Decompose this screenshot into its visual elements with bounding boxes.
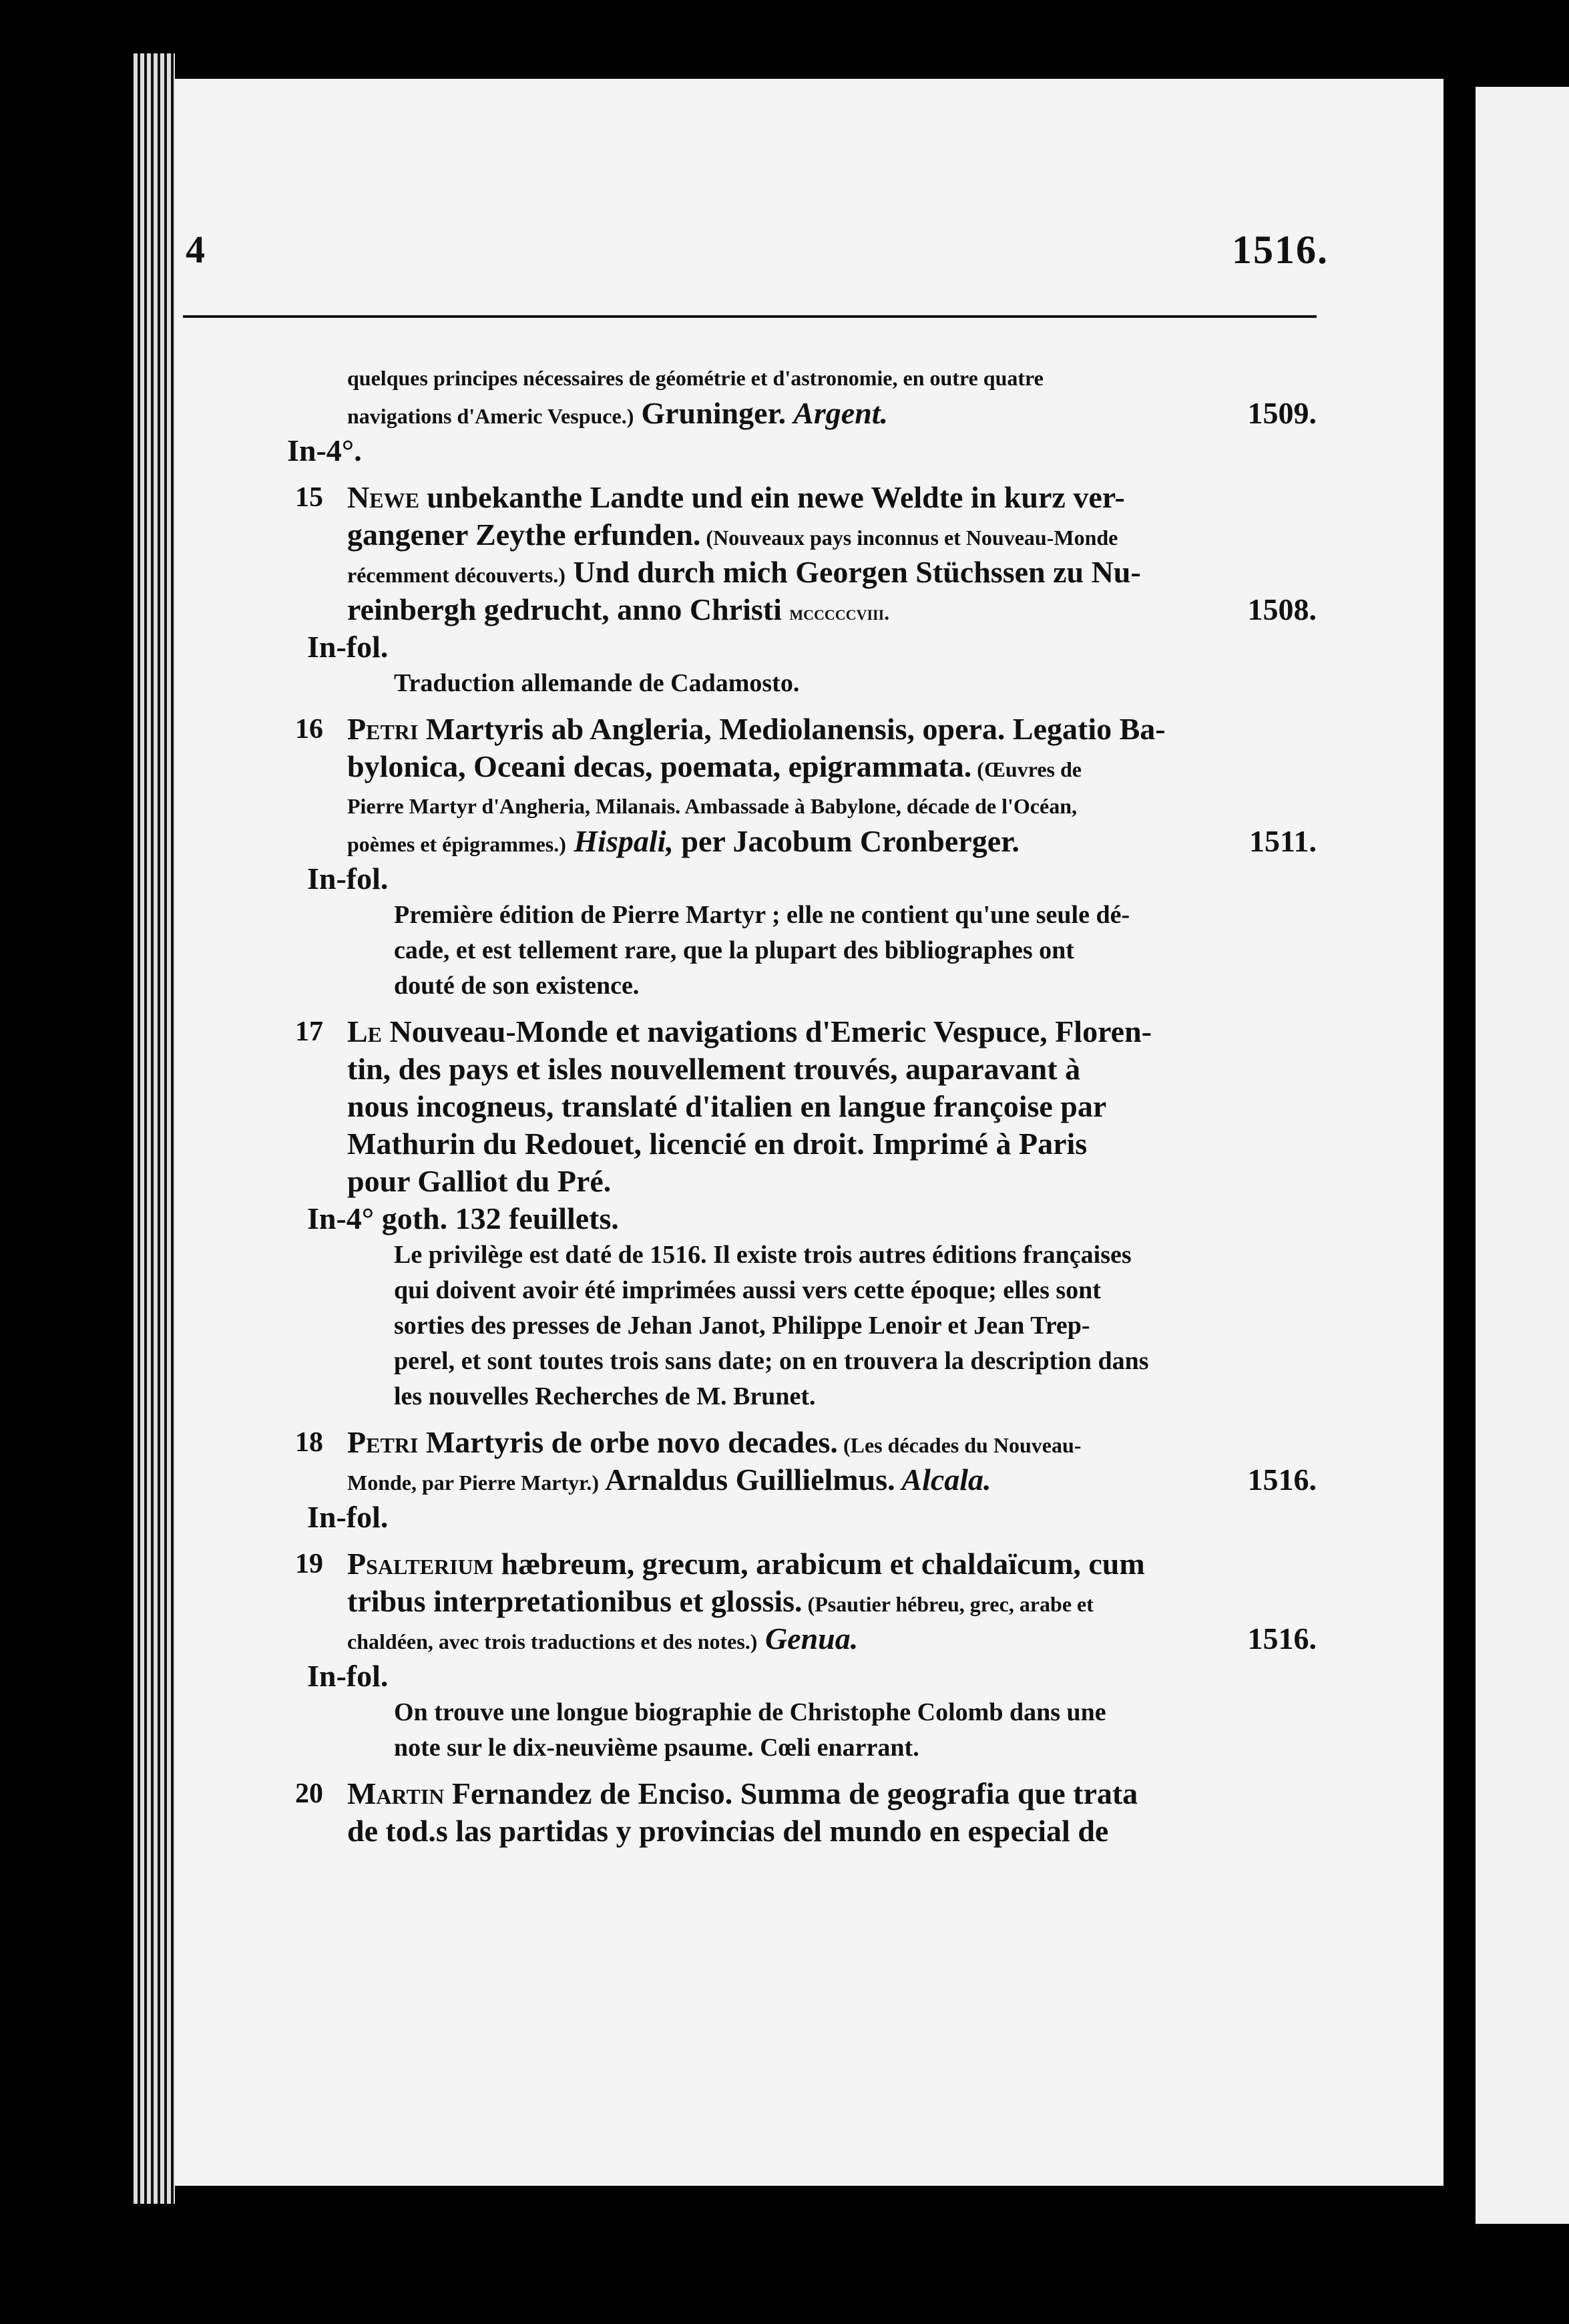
entry-line-text [347,1583,1094,1623]
entry-line [347,1620,1317,1658]
book-format: In-fol. [307,630,389,664]
imprint-year: 1516. [1247,1463,1317,1497]
entry-line [347,591,1317,628]
entry-line-text [347,1424,1081,1464]
entry-number: 19 [295,1549,323,1579]
title-text: Mathurin du Redouet, licencié en droit. Imprimé à Paris [347,1127,1088,1161]
entry-line-text [347,1775,1138,1813]
entry-line-text [347,1050,1080,1089]
entry-line-text [347,785,1077,825]
entry-line-text [347,479,1125,517]
imprint-place: Genua. [757,1621,859,1656]
entry-line [295,1013,1317,1050]
entry-line-text [347,1545,1145,1583]
entry-line [295,1775,1317,1812]
entry-number: 17 [295,1016,323,1047]
entry-line-text [347,1163,611,1201]
entry-line [347,785,1317,823]
entry-line [295,1424,1317,1461]
title-text: pour Galliot du Pré. [347,1164,612,1198]
entry-line-text [347,1620,858,1660]
entry-line [347,1125,1317,1163]
note-text: les nouvelles Recherches de M. Brunet. [394,1382,816,1410]
imprint-year: 1511. [1249,824,1317,858]
continuation-entry [287,357,1317,469]
note-text: Première édition de Pierre Martyr ; elle ne contient qu'une seule dé- [394,901,1130,929]
title-text: Fernandez de Enciso. Summa de geografia que trata [444,1776,1138,1810]
note-line [394,1695,1317,1730]
entry-number: 16 [295,714,323,745]
entry-line-text [347,516,1118,556]
catalogue-entry [295,711,1317,1004]
entry-line-text [347,1088,1106,1126]
continuation-place: Argent. [793,396,889,430]
entry-keyword: Psalterium [347,1547,493,1581]
continuation-format: In-4°. [287,433,362,467]
book-format: In-fol. [307,861,389,896]
imprint-place: Hispali, [566,824,674,858]
note-text: note sur le dix-neuvième psaume. Cœli enarrant. [394,1734,919,1762]
french-translation: (Psautier hébreu, grec, arabe et [802,1592,1094,1616]
title-text: nous incogneus, translaté d'italien en langue françoise par [347,1089,1107,1123]
entry-keyword: Petri [347,712,419,746]
french-translation: Pierre Martyr d'Angheria, Milanais. Ambassade à Babylone, décade de l'Océan, [347,794,1077,818]
entry-line-text [347,823,1020,863]
french-translation: (Œuvres de [971,757,1082,781]
entry-keyword: Martin [347,1776,445,1810]
continuation-year: 1509. [1247,396,1317,430]
entry-number: 20 [295,1778,323,1809]
note-line [394,1730,1317,1766]
book-format: In-fol. [307,1500,389,1534]
note-line [394,666,1317,701]
title-text: Martyris de orbe novo decades. [418,1425,838,1459]
note-text: douté de son existence. [394,972,640,1000]
entry-line-text [347,591,889,631]
entry-number: 18 [295,1427,323,1458]
bibliographic-note [394,1237,1317,1414]
imprint-place: Alcala. [895,1463,991,1497]
entry-keyword: Newe [347,480,419,514]
title-text: reinbergh gedrucht, anno Christi [347,592,790,626]
bibliographic-note [394,666,1317,701]
entry-line [347,1163,1317,1200]
note-line [394,1273,1317,1308]
format-line [307,1658,1317,1695]
title-text: gangener Zeythe erfunden. [347,518,701,552]
note-line [394,1379,1317,1414]
note-line [394,933,1317,968]
catalogue-entry [295,1545,1317,1766]
entry-line-text [347,748,1082,788]
note-text: perel, et sont toutes trois sans date; on en trouvera la description dans [394,1347,1149,1375]
title-text: Arnaldus Guillielmus. [599,1463,895,1497]
note-text: qui doivent avoir été imprimées aussi vers cette époque; elles sont [394,1276,1101,1304]
page-header [186,200,1329,272]
entry-line [347,1461,1317,1499]
entry-line [347,748,1317,785]
entry-line [347,823,1317,860]
french-translation: récemment découverts.) [347,563,566,587]
note-text: sorties des presses de Jehan Janot, Philippe Lenoir et Jean Trep- [394,1312,1090,1340]
catalogue-content [287,357,1317,1850]
title-text: tin, des pays et isles nouvellement trouvés, auparavant à [347,1052,1081,1086]
french-translation: (Nouveaux pays inconnus et Nouveau-Monde [700,526,1118,550]
catalogue-entry [295,1013,1317,1414]
entry-line-text [347,1812,1108,1851]
entry-line-text [347,1125,1087,1163]
format-line [307,1200,1317,1237]
imprint-year: 1508. [1247,592,1317,626]
note-text: On trouve une longue biographie de Christophe Colomb dans une [394,1698,1106,1726]
title-text: Nouveau-Monde et navigations d'Emeric Vespuce, Floren- [382,1014,1152,1048]
continuation-french: navigations d'Americ Vespuce.) [347,404,634,428]
entry-keyword: Petri [347,1425,419,1459]
title-text: hæbreum, grecum, arabicum et chaldaïcum, cum [493,1547,1145,1581]
entry-number: 15 [295,482,323,513]
entry-line [347,516,1317,554]
imprint-date-roman: mcccccviii. [789,600,890,624]
imprint-year: 1516. [1247,1621,1317,1656]
note-line [394,898,1317,933]
bibliographic-note [394,1695,1317,1766]
french-translation: poèmes et épigrammes.) [347,832,566,856]
title-text: per Jacobum Cronberger. [673,824,1020,858]
book-format: In-4° goth. 132 feuillets. [307,1201,619,1235]
continuation-printer: Gruninger. [641,396,787,430]
catalogue-entry [295,1424,1317,1536]
note-line [394,1308,1317,1344]
title-text: bylonica, Oceani decas, poemata, epigrammata. [347,749,972,783]
entry-line [295,479,1317,516]
page-number: 4 [186,228,205,271]
note-line [394,1344,1317,1379]
entry-line [347,1583,1317,1620]
format-line [307,1499,1317,1536]
entry-line [295,1545,1317,1583]
entry-line [347,1050,1317,1088]
bibliographic-note [394,898,1317,1004]
entry-keyword: Le [347,1014,383,1048]
french-translation: chaldéen, avec trois traductions et des notes.) [347,1629,758,1654]
title-text: Martyris ab Angleria, Mediolanensis, opera. Legatio Ba- [418,712,1166,746]
title-text: Und durch mich Georgen Stüchssen zu Nu- [565,555,1141,589]
page-edges [134,53,175,2204]
title-text: unbekanthe Landte und ein newe Weldte in kurz ver- [419,480,1125,514]
format-line [307,860,1317,898]
catalogue-entry [295,1775,1317,1850]
note-line [394,1237,1317,1273]
title-text: tribus interpretationibus et glossis. [347,1584,803,1618]
note-text: Le privilège est daté de 1516. Il existe trois autres éditions françaises [394,1241,1132,1269]
format-line [307,628,1317,666]
entry-line-text [347,1013,1152,1051]
entry-line-text [347,554,1141,594]
facing-page-edge [1476,87,1569,2224]
entry-line-text [347,711,1166,749]
entry-line [347,1088,1317,1125]
note-line [394,968,1317,1004]
entry-line [347,1812,1317,1850]
entry-line [347,554,1317,591]
entry-line-text [347,1461,991,1501]
title-text: de tod.s las partidas y provincias del mundo en especial de [347,1814,1109,1848]
french-translation: (Les décades du Nouveau- [837,1433,1082,1457]
header-year: 1516. [1232,228,1329,272]
book-format: In-fol. [307,1659,389,1693]
note-text: cade, et est tellement rare, que la plupart des bibliographes ont [394,936,1074,964]
french-translation: Monde, par Pierre Martyr.) [347,1471,600,1495]
entry-line [295,711,1317,748]
note-text: Traduction allemande de Cadamosto. [394,669,800,697]
entry-list [295,479,1317,1850]
header-rule [183,315,1317,318]
continuation-line: quelques principes nécessaires de géométrie et d'astronomie, en outre quatre [347,366,1044,390]
catalogue-entry [295,479,1317,701]
